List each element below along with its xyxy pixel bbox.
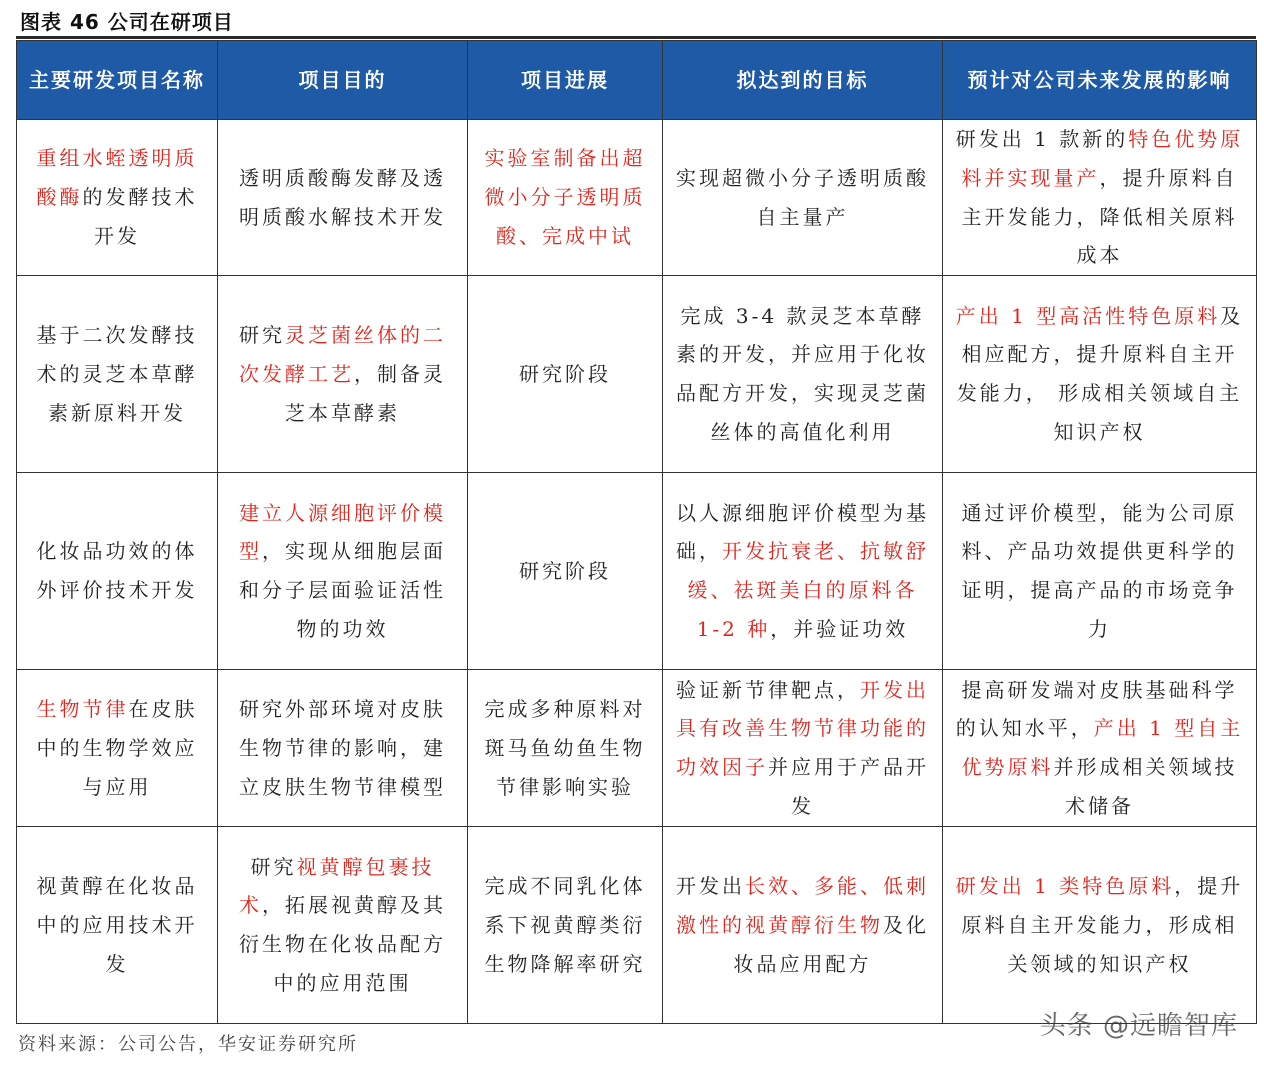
figure-caption: 图表 46 公司在研项目: [20, 10, 234, 34]
cell-project-name: [17, 670, 218, 827]
highlight-text: 生物节律: [36, 696, 129, 721]
header-target-goal: 拟达到的目标: [663, 41, 943, 120]
highlight-text: 长效、多能、低刺激性的视黄醇衍生物: [676, 873, 929, 937]
cell-impact: [943, 827, 1257, 1024]
cell-project-name: [17, 276, 218, 473]
cell-target: [663, 120, 943, 276]
cell-text: 视黄醇在化妆品中的应用技术开发: [36, 873, 198, 976]
cell-text: 的发酵技术开发: [82, 185, 198, 248]
watermark: 头条 @远瞻智库: [1039, 1011, 1238, 1041]
cell-text: ，拓展视黄醇及其衍生物在化妆品配方中的应用范围: [239, 893, 446, 995]
header-project-progress: 项目进展: [468, 41, 663, 120]
cell-text: 提高研发端对皮肤基础科学的认知水平，: [955, 677, 1238, 741]
highlight-text: 产出 1 型高活性特色原料: [955, 303, 1221, 328]
cell-impact: [943, 473, 1257, 670]
highlight-text: 建立人源细胞评价模型: [239, 500, 446, 564]
projects-table: [16, 40, 1257, 1024]
highlight-text: 实验室制备出超微小分子透明质酸、完成中试: [484, 146, 646, 248]
cell-text: 研究外部环境对皮肤生物节律的影响，建立皮肤生物节律模型: [239, 696, 446, 799]
highlight-text: 视黄醇包裹技术: [239, 854, 435, 918]
header-expected-impact: 预计对公司未来发展的影响: [943, 41, 1257, 120]
cell-project-name: [17, 120, 218, 276]
cell-text: 及相应配方，提升原料自主开发能力， 形成相关领域自主知识产权: [956, 303, 1244, 444]
cell-text: 完成不同乳化体系下视黄醇类衍生物降解率研究: [484, 873, 646, 976]
header-project-name: 主要研发项目名称: [17, 41, 218, 120]
cell-text: 验证新节律靶点，: [676, 677, 860, 702]
cell-text: 基于二次发酵技术的灵芝本草酵素新原料开发: [36, 322, 198, 425]
table-row: [17, 276, 1257, 473]
cell-text: ，提升原料自主开发能力，形成相关领域的知识产权: [961, 873, 1244, 976]
cell-text: 开发出: [676, 873, 745, 898]
table-row: [17, 120, 1257, 276]
cell-target: [663, 670, 943, 827]
cell-text: 研究阶段: [519, 558, 611, 583]
cell-text: 研究阶段: [519, 361, 611, 386]
cell-target: [663, 473, 943, 670]
header-row: [17, 41, 1257, 120]
table-row: [17, 827, 1257, 1024]
highlight-text: 开发出具有改善生物节律功能的功效因子: [676, 677, 929, 780]
cell-text: ，制备灵芝本草酵素: [285, 361, 446, 425]
cell-text: 研究: [250, 854, 297, 879]
source-note: 资料来源：公司公告，华安证券研究所: [18, 1034, 358, 1055]
cell-text: 研发出 1 款新的: [955, 127, 1129, 151]
cell-text: 完成 3-4 款灵芝本草酵素的开发，并应用于化妆品配方开发，实现灵芝菌丝体的高值化利用: [676, 303, 929, 444]
cell-text: 并形成相关领域技术储备: [1053, 755, 1238, 818]
table-row: [17, 473, 1257, 670]
cell-text: 透明质酸酶发酵及透明质酸水解技术开发: [239, 165, 446, 229]
cell-text: 并应用于产品开发: [768, 755, 929, 818]
cell-text: 以人源细胞评价模型为基础，: [676, 500, 929, 564]
highlight-text: 研发出 1 类特色原料: [955, 873, 1175, 898]
cell-text: 及化妆品应用配方: [733, 912, 929, 976]
cell-purpose: [218, 276, 468, 473]
cell-purpose: [218, 670, 468, 827]
cell-progress: [468, 276, 663, 473]
cell-impact: [943, 670, 1257, 827]
highlight-text: 开发抗衰老、抗敏舒缓、祛斑美白的原料各 1-2 种: [687, 539, 929, 641]
table-row: [17, 670, 1257, 827]
cell-purpose: [218, 120, 468, 276]
cell-progress: [468, 827, 663, 1024]
cell-target: [663, 276, 943, 473]
cell-text: 通过评价模型，能为公司原料、产品功效提供更科学的证明，提高产品的市场竞争力: [961, 500, 1238, 641]
cell-text: 在皮肤中的生物学效应与应用: [36, 696, 198, 799]
cell-text: ，提升原料自主开发能力，降低相关原料成本: [961, 165, 1238, 268]
highlight-text: 产出 1 型自主优势原料: [961, 716, 1244, 780]
cell-purpose: [218, 827, 468, 1024]
cell-target: [663, 827, 943, 1024]
cell-progress: [468, 473, 663, 670]
cell-progress: [468, 120, 663, 276]
cell-progress: [468, 670, 663, 827]
highlight-text: 重组水蛭透明质酸酶: [36, 146, 198, 210]
cell-impact: [943, 276, 1257, 473]
header-project-purpose: 项目目的: [218, 41, 468, 120]
cell-text: ，实现从细胞层面和分子层面验证活性物的功效: [239, 539, 446, 641]
cell-project-name: [17, 827, 218, 1024]
cell-text: 化妆品功效的体外评价技术开发: [36, 539, 198, 603]
cell-project-name: [17, 473, 218, 670]
cell-purpose: [218, 473, 468, 670]
table-body: [17, 120, 1257, 1024]
cell-text: 完成多种原料对斑马鱼幼鱼生物节律影响实验: [484, 696, 646, 799]
cell-impact: [943, 120, 1257, 276]
cell-text: 研究: [239, 322, 285, 347]
cell-text: 实现超微小分子透明质酸自主量产: [676, 165, 929, 229]
highlight-text: 灵芝菌丝体的二次发酵工艺: [239, 322, 446, 386]
cell-text: ，并验证功效: [770, 616, 909, 641]
highlight-text: 特色优势原料并实现量产: [961, 127, 1244, 190]
caption-rule: [16, 36, 1256, 39]
